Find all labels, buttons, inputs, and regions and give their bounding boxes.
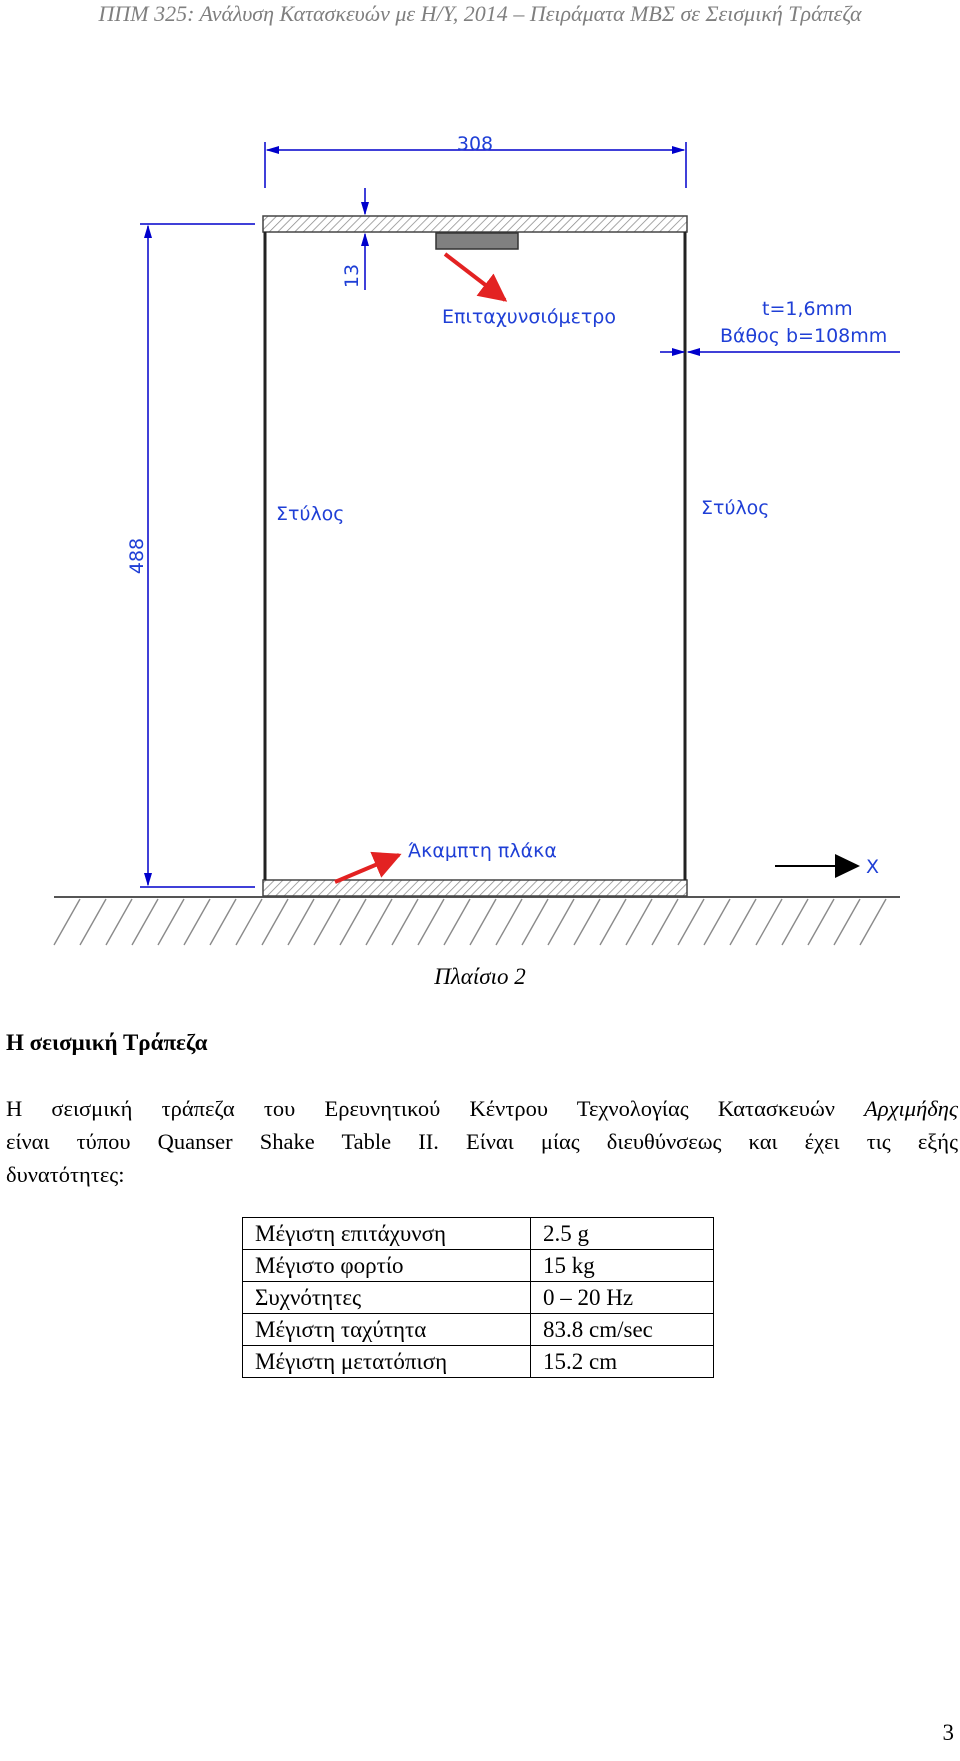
section-title: Η σεισμική Τράπεζα: [6, 1030, 208, 1055]
spec-value: 15.2 cm: [531, 1346, 714, 1378]
description-paragraph: [6, 1092, 958, 1191]
spec-value: 15 kg: [531, 1250, 714, 1282]
spec-label: Μέγιστη μετατόπιση: [243, 1346, 531, 1378]
paragraph-line-2: είναι τύπου Quanser Shake Table II. Είναι μίας διευθύνσεως και έχει τις εξής: [6, 1129, 958, 1154]
table-row: [243, 1314, 714, 1346]
spec-label: Μέγιστη ταχύτητα: [243, 1314, 531, 1346]
column-left-label: Στύλος: [276, 503, 345, 525]
rigid-plate: [263, 880, 687, 896]
thickness-label: t=1,6mm: [762, 298, 853, 320]
depth-label: Βάθος b=108mm: [720, 325, 888, 347]
top-plate: [263, 216, 687, 232]
header-topic: Πειράματα ΜΒΣ σε Σεισμική Τράπεζα: [529, 1, 862, 26]
table-row: [243, 1218, 714, 1250]
table-row: [243, 1346, 714, 1378]
column-right-label: Στύλος: [701, 497, 770, 519]
header-course: ΠΠΜ 325: Ανάλυση Κατασκευών με Η/Υ, 2014: [98, 1, 508, 26]
accelerometer: [436, 233, 518, 249]
header-separator: –: [513, 1, 525, 26]
paragraph-line-3: δυνατότητες:: [6, 1162, 125, 1187]
accelerometer-pointer: [445, 254, 505, 300]
figure-caption: Πλαίσιο 2: [434, 964, 526, 989]
rigid-plate-label: Άκαμπτη πλάκα: [408, 840, 557, 862]
spec-label: Μέγιστη επιτάχυνση: [243, 1218, 531, 1250]
accelerometer-label: Επιταχυνσιόμετρο: [442, 306, 616, 328]
paragraph-italic-name: Αρχιμήδης: [864, 1096, 959, 1121]
table-row: [243, 1250, 714, 1282]
paragraph-line-1: [6, 1092, 958, 1125]
spec-value: 83.8 cm/sec: [531, 1314, 714, 1346]
x-axis-arrowhead: [835, 854, 860, 878]
spec-value: 2.5 g: [531, 1218, 714, 1250]
specs-table: [242, 1217, 714, 1378]
page-number: 3: [942, 1720, 954, 1745]
spec-value: 0 – 20 Hz: [531, 1282, 714, 1314]
spec-label: Συχνότητες: [243, 1282, 531, 1314]
paragraph-line-1-text: Η σεισμική τράπεζα του Ερευνητικού Κέντρου Τεχνολογίας Κατασκευών: [6, 1096, 835, 1121]
dimension-height: [140, 224, 255, 887]
dimension-height-label: 488: [126, 537, 148, 575]
dimension-width-label: 308: [456, 133, 494, 155]
ground: [54, 897, 900, 945]
x-axis-label: X: [866, 856, 880, 878]
spec-label: Μέγιστο φορτίο: [243, 1250, 531, 1282]
table-row: [243, 1282, 714, 1314]
rigid-plate-pointer: [335, 855, 399, 882]
dimension-plate-label: 13: [341, 263, 363, 289]
